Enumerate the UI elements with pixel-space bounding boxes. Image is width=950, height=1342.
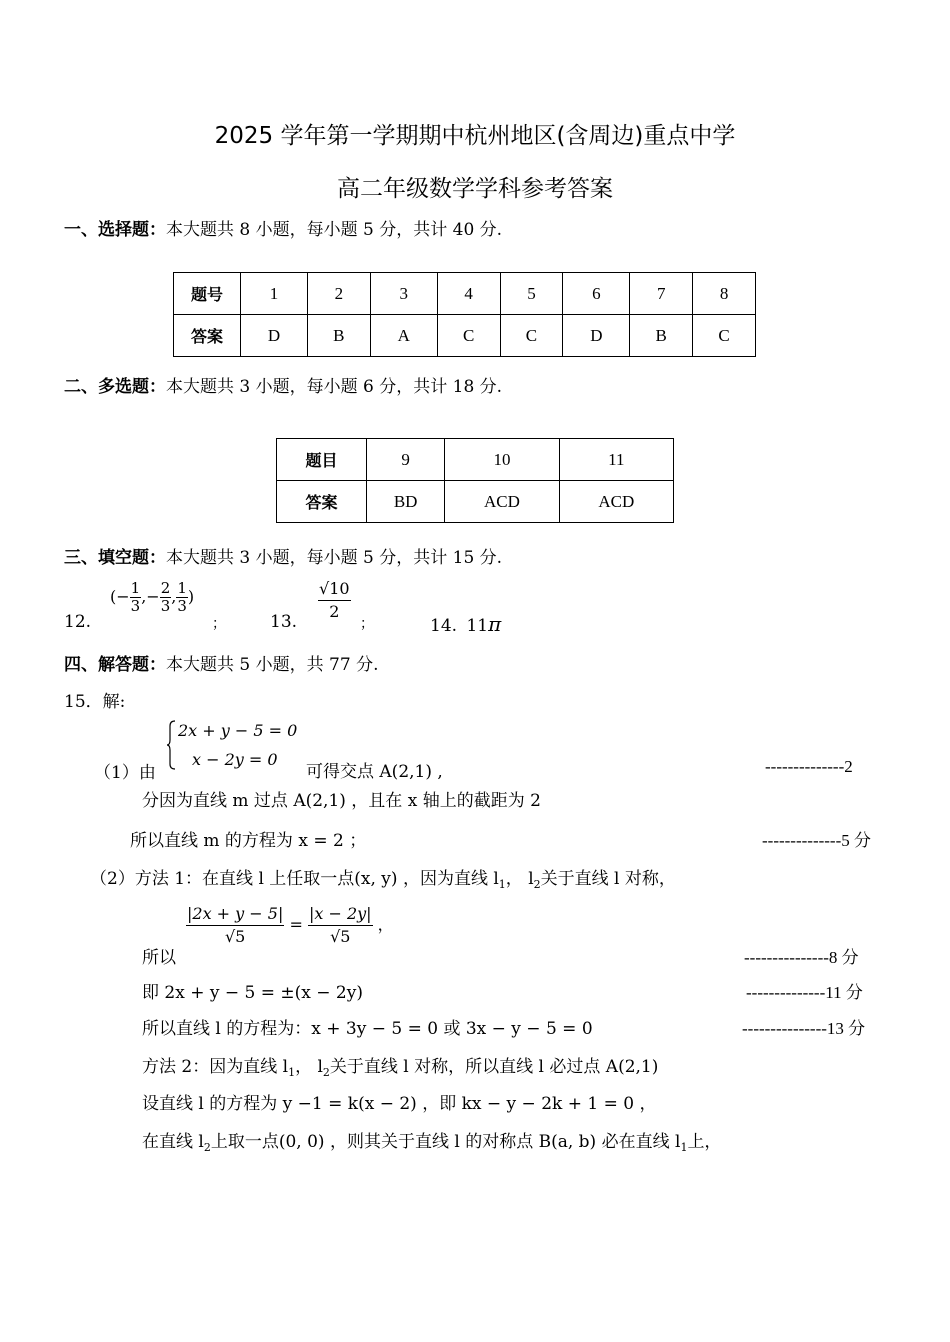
q12-close: ) bbox=[187, 587, 195, 606]
method2-c: 关于直线 l 对称，所以直线 l 必过点 A(2,1) bbox=[329, 1057, 659, 1077]
part1-prefix: （1）由 bbox=[94, 763, 156, 783]
q12-frac-1 bbox=[130, 580, 142, 615]
score-mark: --------------2 bbox=[765, 757, 853, 776]
title-line-1: 2025 学年第一学期期中杭州地区(含周边)重点中学 bbox=[214, 123, 736, 149]
method2-line-3 bbox=[142, 1127, 721, 1154]
table1-header: 题号 bbox=[174, 273, 241, 315]
method2-line-3c: 上， bbox=[687, 1132, 722, 1152]
part1-text: 可得交点 A(2,1) , bbox=[306, 762, 443, 782]
part1-line-2: 分因为直线 m 过点 A(2,1) ，且在 x 轴上的截距为 2 bbox=[142, 791, 541, 811]
table2-header: 答案 bbox=[277, 481, 367, 523]
table2-cell: 9 bbox=[367, 439, 445, 481]
part2-line-1c: 关于直线 l 对称， bbox=[540, 869, 676, 889]
table1-cell: C bbox=[437, 315, 500, 357]
q13-answer bbox=[318, 578, 351, 623]
section-1-heading bbox=[64, 215, 502, 240]
method2-line-1 bbox=[142, 1052, 658, 1079]
q12-frac-2 bbox=[160, 580, 172, 615]
score-mark: --------------5 分 bbox=[762, 831, 872, 850]
multi-answer-table bbox=[276, 438, 674, 523]
table1-cell: 4 bbox=[437, 273, 500, 315]
eq-right-den: √5 bbox=[330, 927, 351, 946]
pi-symbol: π bbox=[488, 612, 502, 636]
section-3-text: 本大题共 3 小题，每小题 5 分，共计 15 分. bbox=[166, 548, 503, 568]
score-mark: ---------------13 分 bbox=[742, 1019, 866, 1038]
method2-b: ， l bbox=[295, 1057, 323, 1077]
q12-number: 12. bbox=[64, 612, 92, 632]
table1-cell: D bbox=[563, 315, 630, 357]
q14-number: 14. bbox=[430, 616, 458, 636]
system-eq-2: x − 2y = 0 bbox=[192, 750, 278, 769]
table1-cell: A bbox=[370, 315, 437, 357]
subscript: 2 bbox=[322, 1066, 330, 1079]
section-4-label: 四、解答题： bbox=[64, 655, 166, 675]
q12-frac-3-den: 3 bbox=[177, 597, 187, 615]
part2-line-1b: ， l bbox=[505, 869, 534, 889]
subscript: 2 bbox=[203, 1141, 211, 1154]
q12-open: (− bbox=[110, 587, 130, 606]
section-3-heading bbox=[64, 543, 502, 568]
subscript: 1 bbox=[288, 1066, 296, 1079]
title-line-2: 高二年级数学学科参考答案 bbox=[337, 176, 613, 202]
line-equation: 所以直线 l 的方程为：x + 3y − 5 = 0 或 3x − y − 5 = 0 bbox=[142, 1019, 593, 1039]
q12-frac-1-num: 1 bbox=[130, 579, 141, 597]
table1-cell: 2 bbox=[307, 273, 370, 315]
ji-line: 即 2x + y − 5 = ±(x − 2y) bbox=[142, 983, 363, 1003]
table1-cell: D bbox=[241, 315, 308, 357]
table1-header: 答案 bbox=[174, 315, 241, 357]
eq-left-frac bbox=[186, 903, 284, 948]
table1-cell: C bbox=[693, 315, 756, 357]
method2-a: 方法 2：因为直线 l bbox=[142, 1057, 289, 1077]
score-mark: ---------------8 分 bbox=[744, 948, 859, 967]
table1-cell: 7 bbox=[630, 273, 693, 315]
q13-number: 13. bbox=[270, 612, 298, 632]
q13-den: 2 bbox=[329, 602, 340, 621]
section-1-label: 一、选择题： bbox=[64, 220, 166, 240]
q12-frac-3 bbox=[176, 580, 188, 615]
subscript: 1 bbox=[498, 878, 506, 891]
part2-line-1a: （2）方法 1：在直线 l 上任取一点(x, y) ，因为直线 l bbox=[90, 869, 499, 889]
table2-cell: 10 bbox=[445, 439, 559, 481]
section-2-label: 二、多选题： bbox=[64, 377, 166, 397]
table1-cell: 8 bbox=[693, 273, 756, 315]
section-4-heading bbox=[64, 650, 378, 675]
suoyi-text: 所以 bbox=[142, 948, 176, 968]
q13-frac bbox=[318, 578, 351, 623]
eq-comma: ， bbox=[377, 915, 394, 934]
system-eq-1: 2x + y − 5 = 0 bbox=[178, 721, 298, 740]
separator-1: ； bbox=[212, 616, 226, 632]
q12-frac-1-den: 3 bbox=[130, 597, 141, 615]
q14-answer bbox=[430, 612, 501, 636]
method2-line-3a: 在直线 l bbox=[142, 1132, 204, 1152]
table2-cell: BD bbox=[367, 481, 445, 523]
table2-cell: ACD bbox=[445, 481, 559, 523]
method2-line-3b: 上取一点(0, 0) ，则其关于直线 l 的对称点 B(a, b) 必在直线 l bbox=[210, 1132, 681, 1152]
separator-2: ； bbox=[360, 616, 374, 632]
table2-cell: ACD bbox=[559, 481, 673, 523]
part2-line-1 bbox=[90, 864, 676, 891]
q12-frac-2-num: 2 bbox=[160, 579, 171, 597]
q13-num: √10 bbox=[318, 578, 351, 601]
distance-equation bbox=[186, 903, 394, 948]
eq-right-frac bbox=[308, 903, 373, 948]
eq-right-num: |x − 2y| bbox=[308, 903, 373, 926]
q12-frac-3-num: 1 bbox=[177, 579, 187, 597]
q15-head: 15．解: bbox=[64, 692, 126, 712]
q12-frac-2-den: 3 bbox=[160, 597, 171, 615]
score-mark: --------------11 分 bbox=[746, 983, 863, 1002]
q12-answer bbox=[110, 580, 194, 615]
section-2-text: 本大题共 3 小题，每小题 6 分，共计 18 分. bbox=[166, 377, 503, 397]
table2-header: 题目 bbox=[277, 439, 367, 481]
table2-cell: 11 bbox=[559, 439, 673, 481]
section-4-text: 本大题共 5 小题，共 77 分. bbox=[166, 655, 379, 675]
eq-left-num: |2x + y − 5| bbox=[186, 903, 284, 926]
table1-cell: B bbox=[630, 315, 693, 357]
section-1-text: 本大题共 8 小题，每小题 5 分，共计 40 分. bbox=[166, 220, 503, 240]
mc-answer-table bbox=[173, 272, 756, 357]
subscript: 2 bbox=[533, 878, 541, 891]
eq-left-den: √5 bbox=[224, 927, 246, 946]
subscript: 1 bbox=[680, 1141, 688, 1154]
section-3-label: 三、填空题： bbox=[64, 548, 166, 568]
table1-cell: 6 bbox=[563, 273, 630, 315]
method2-line-2: 设直线 l 的方程为 y −1 = k(x − 2) ，即 kx − y − 2k + 1 = 0 ， bbox=[142, 1094, 657, 1114]
system-brace-icon bbox=[166, 720, 176, 770]
eq-sign: = bbox=[289, 915, 303, 934]
table1-cell: 1 bbox=[241, 273, 308, 315]
q12-sep-1: ,− bbox=[141, 587, 160, 606]
table1-cell: 3 bbox=[370, 273, 437, 315]
part1-line-3: 所以直线 m 的方程为 x = 2 ； bbox=[130, 831, 367, 851]
section-2-heading bbox=[64, 372, 502, 397]
table1-cell: C bbox=[500, 315, 563, 357]
q12-sep-2: , bbox=[171, 587, 177, 606]
table1-cell: 5 bbox=[500, 273, 563, 315]
table1-cell: B bbox=[307, 315, 370, 357]
q14-value: 11 bbox=[466, 616, 489, 636]
